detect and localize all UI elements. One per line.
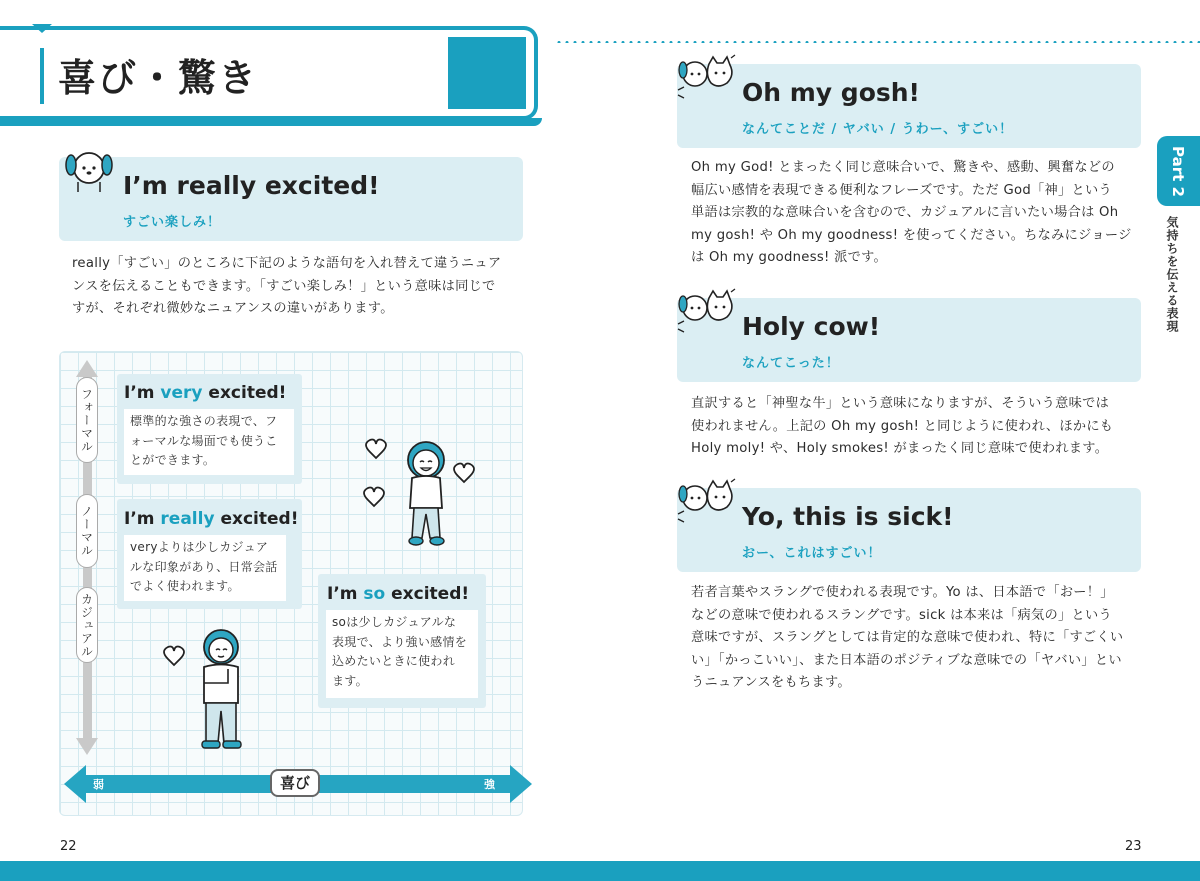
dog-and-cat-mascot-icon [675, 288, 737, 334]
chapter-title-underline [0, 118, 542, 126]
title-accent-bar [40, 48, 44, 104]
weak-label: 弱 [93, 778, 104, 791]
axis-arrow-up-icon [76, 360, 98, 377]
text-line: すが、それぞれ微妙なニュアンスの違いがあります。 [72, 301, 394, 316]
card-title: I’m really excited! [124, 509, 299, 529]
phrase-japanese: なんてことだ / ヤバい / うわー、すごい！ [742, 122, 1014, 137]
bottom-color-band [0, 861, 1200, 881]
page-number-right: 23 [1125, 839, 1142, 854]
phrase-japanese: おー、これはすごい！ [742, 546, 882, 561]
phrase-english: Holy cow! [742, 312, 881, 341]
axis-label-normal: ノーマル [76, 494, 98, 568]
axis-label-casual: カジュアル [76, 587, 98, 663]
card-description: 標準的な強さの表現で、フ ォーマルな場面でも使うこ とができます。 [124, 409, 294, 475]
title-square-decoration [445, 34, 529, 112]
phrase-japanese: なんてこった！ [742, 356, 840, 371]
chapter-title: 喜び・驚き [58, 56, 259, 100]
axis-arrow-left-icon [64, 765, 86, 803]
thinking-person-illustration [160, 625, 255, 755]
axis-label-formal: フォーマル [76, 377, 98, 463]
phrase-explanation: 若者言葉やスラングで使われる表現です。Yo は、日本語で「おー！」 などの意味で使われるスラングです。sick は本来は「病気の」という 意味ですが、スラングとしては肯定的な意味で使われ、特に「すごくい い」「かっこいい」、また日本語のポジティブな意味での「ヤバい」とい うニュアンスをもちます。 [691, 585, 1124, 690]
card-title: I’m so excited! [327, 584, 470, 604]
joy-label: 喜び [270, 769, 320, 797]
part-tab: Part 2 [1157, 136, 1200, 206]
phrase-japanese: すごい楽しみ！ [123, 215, 222, 230]
part-subtitle: 気持ちを伝える表現 [1165, 216, 1179, 333]
phrase-english: I’m really excited! [123, 171, 380, 200]
dotted-rule [555, 41, 1200, 43]
text-line: really「すごい」のところに下記のような語句を入れ替えて違うニュア [72, 256, 502, 271]
excited-person-illustration [360, 430, 485, 550]
axis-arrow-right-icon [510, 765, 532, 803]
phrase-explanation: Oh my God! とまったく同じ意味合いで、驚きや、感動、興奮などの 幅広い感情を表現できる便利なフレーズです。ただ God「神」という 単語は宗教的な意味合いを含むので、カジュアルに言いたい場合は Oh my gosh! や Oh my goodness! を使ってください。ちなみにジョージ は Oh my goodness! 派です。 [691, 160, 1132, 265]
text-line: ンスを伝えることもできます。「すごい楽しみ！」という意味は同じで [72, 278, 496, 294]
phrase-explanation: 直訳すると「神聖な牛」という意味になりますが、そういう意味では 使われません。上記の Oh my gosh! と同じように使われ、ほかにも Holy moly! や、Holy smokes! がまったく同じ意味で使われます。 [691, 396, 1114, 456]
page-number-left: 22 [60, 839, 77, 854]
dog-and-cat-mascot-icon [675, 54, 737, 100]
strong-label: 強 [484, 778, 495, 791]
axis-arrow-down-icon [76, 738, 98, 755]
card-description: soは少しカジュアルな 表現で、より強い感情を 込めたいときに使われ ます。 [326, 610, 478, 698]
card-title: I’m very excited! [124, 383, 287, 403]
intro-paragraph [72, 253, 501, 321]
dog-and-cat-mascot-icon [675, 478, 737, 524]
dog-mascot-icon [60, 148, 118, 196]
phrase-english: Yo, this is sick! [742, 502, 954, 531]
phrase-english: Oh my gosh! [742, 78, 920, 107]
title-notch-decoration [32, 24, 52, 33]
card-description: veryよりは少しカジュア ルな印象があり、日常会話 でよく使われます。 [124, 535, 286, 601]
